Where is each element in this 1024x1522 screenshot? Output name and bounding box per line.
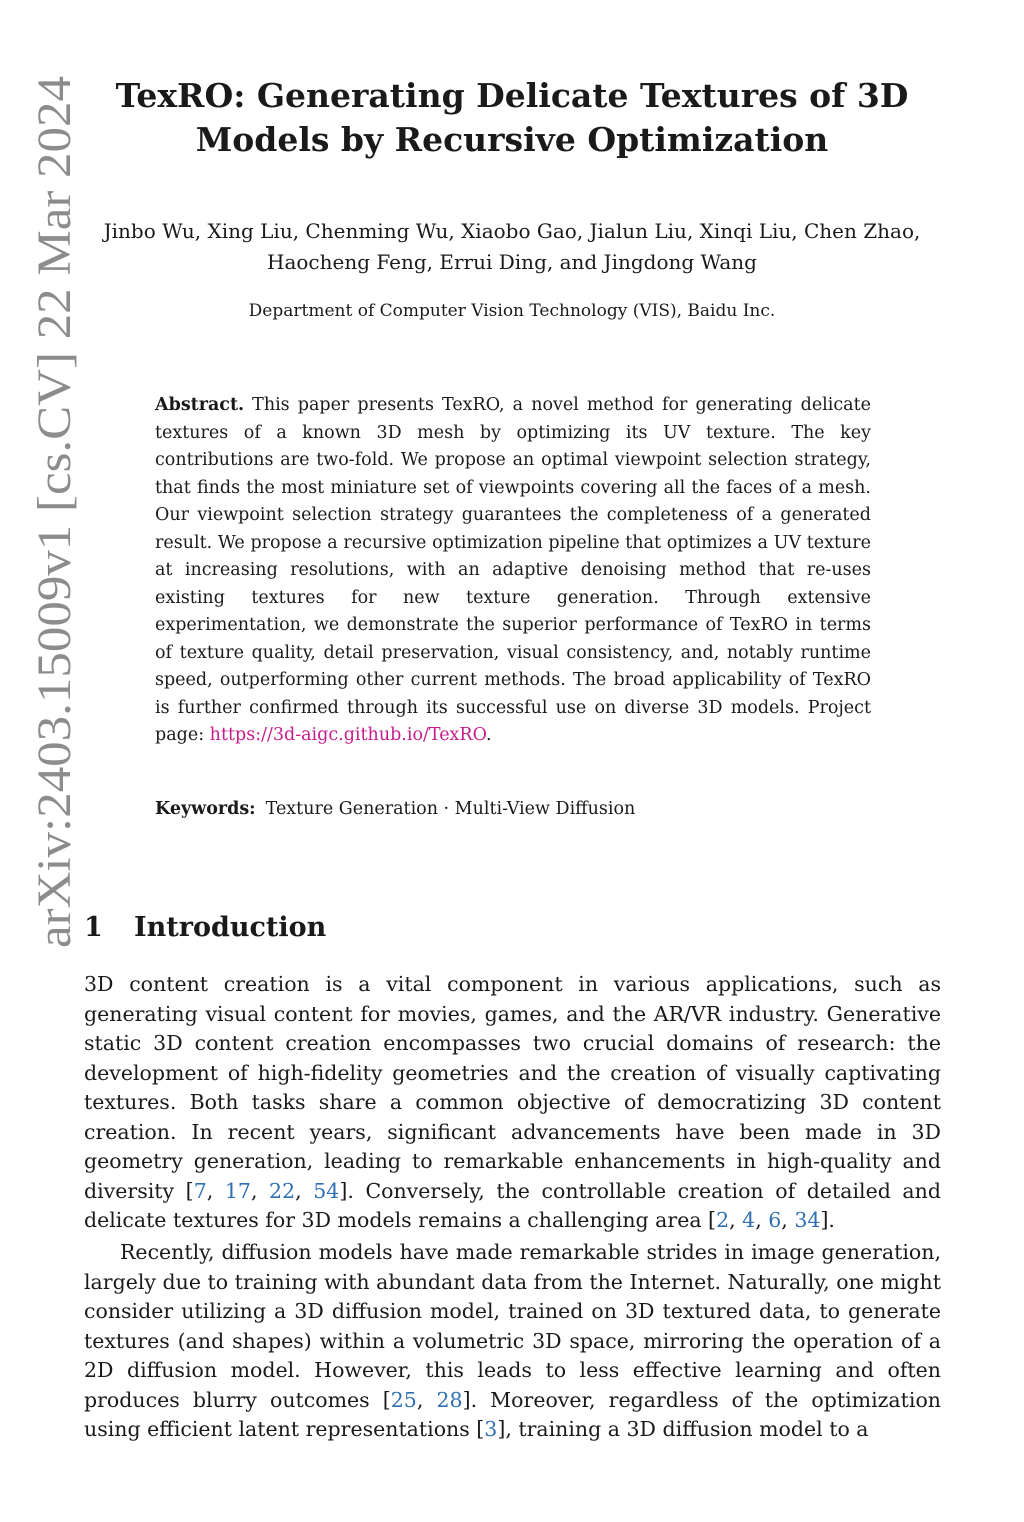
citation[interactable]: 54 <box>313 1178 340 1203</box>
keywords-label: Keywords: <box>155 799 256 819</box>
citation[interactable]: 2 <box>716 1208 730 1232</box>
citation[interactable]: 6 <box>768 1208 782 1232</box>
paragraph-text: ]. <box>820 1208 835 1232</box>
arxiv-identifier-stamp <box>24 38 90 952</box>
citation[interactable]: 28 <box>436 1387 463 1412</box>
section-title: Introduction <box>134 912 327 943</box>
arxiv-stamp-graphic <box>24 38 90 952</box>
citation[interactable]: 17 <box>224 1178 251 1203</box>
abstract-label: Abstract. <box>155 395 245 415</box>
intro-paragraph-2: Recently, diffusion models have made remarkable strides in image generation, largely due to training with abundant data from the Internet. Naturally, one might consider utilizing a 3D diffusion model, trained on 3D textured data, to generate textures (and shapes) within a volumetric 3D space, mirroring the operation of a 2D diffusion model. However, this leads to less effective learning and often produces blurry outcomes [25, 28]. Moreover, regardless of the optimization using efficient latent representations [3], training a 3D diffusion model to a <box>84 1240 941 1441</box>
abstract-text: This paper presents TexRO, a novel method for generating delicate textures of a known 3D mesh by optimizing its UV texture. The key contributions are two-fold. We propose an optimal viewpoint selection strategy, that finds the most miniature set of viewpoints covering all the faces of a mesh. Our viewpoint selection strategy guarantees the completeness of a generated result. We propose a recursive optimization pipeline that optimizes a UV texture at increasing resolutions, with an adaptive denoising method that re-uses existing textures for new texture generation. Through extensive experimentation, we demonstrate the superior performance of TexRO in terms of texture quality, detail preservation, visual consistency, and, notably runtime speed, outperforming other current methods. The broad applicability of TexRO is further confirmed through its successful use on diverse 3D models. Project page: <box>155 395 871 745</box>
citation[interactable]: 3 <box>484 1417 498 1441</box>
citation[interactable]: 22 <box>269 1178 296 1203</box>
author-list: Jinbo Wu, Xing Liu, Chenming Wu, Xiaobo Gao, Jialun Liu, Xinqi Liu, Chen Zhao, Haocheng Feng, Errui Ding, and Jingdong Wang <box>103 219 921 274</box>
paragraph-text: ], training a 3D diffusion model to a <box>497 1417 869 1441</box>
keywords-text: Texture Generation · Multi-View Diffusion <box>265 799 636 819</box>
citation[interactable]: 7 <box>193 1178 207 1203</box>
paragraph-text: ]. Conversely, the controllable creation of detailed and delicate textures for 3D models remains a challenging area [ <box>84 1178 941 1232</box>
section-heading-introduction <box>84 910 326 946</box>
paragraph-text: 3D content creation is a vital component in various applications, such as generating visual content for movies, games, and the AR/VR industry. Generative static 3D content creation encompasses two crucial domains of research: the development of high-fidelity geometries and the creation of visually captivating textures. Both tasks share a common objective of democratizing 3D content creation. In recent years, significant advancements have been made in 3D geometry generation, leading to remarkable enhancements in high-quality and diversity [ <box>84 972 941 1203</box>
paragraph-text: ]. Moreover, regardless of the optimization using efficient latent representations [ <box>84 1387 941 1441</box>
affiliation: Department of Computer Vision Technology (VIS), Baidu Inc. <box>248 301 776 321</box>
citation[interactable]: 25 <box>390 1387 417 1412</box>
keywords <box>155 796 871 823</box>
arxiv-stamp-text: arXiv:2403.15009v1 [cs.CV] 22 Mar 2024 <box>28 126 81 948</box>
paragraph-text: Recently, diffusion models have made remarkable strides in image generation, largely due to training with abundant data from the Internet. Naturally, one might consider utilizing a 3D diffusion model, trained on 3D textured data, to generate textures (and shapes) within a volumetric 3D space, mirroring the operation of a 2D diffusion model. However, this leads to less effective learning and often produces blurry outcomes [ <box>84 1240 941 1412</box>
intro-paragraph-1: 3D content creation is a vital component in various applications, such as generating visual content for movies, games, and the AR/VR industry. Generative static 3D content creation encompasses two crucial domains of research: the development of high-fidelity geometries and the creation of visually captivating textures. Both tasks share a common objective of democratizing 3D content creation. In recent years, significant advancements have been made in 3D geometry generation, leading to remarkable enhancements in high-quality and diversity [7, 17, 22, 54]. Conversely, the controllable creation of detailed and delicate textures for 3D models remains a challenging area [2, 4, 6, 34]. <box>84 972 941 1232</box>
citation[interactable]: 4 <box>742 1208 756 1232</box>
abstract <box>155 392 871 750</box>
abstract-end: . <box>485 725 492 745</box>
citation[interactable]: 34 <box>794 1208 821 1232</box>
paper-title: TexRO: Generating Delicate Textures of 3D Models by Recursive Optimization <box>115 76 909 159</box>
project-page-link[interactable]: https://3d-aigc.github.io/TexRO <box>209 725 486 745</box>
section-number: 1 <box>84 912 103 943</box>
